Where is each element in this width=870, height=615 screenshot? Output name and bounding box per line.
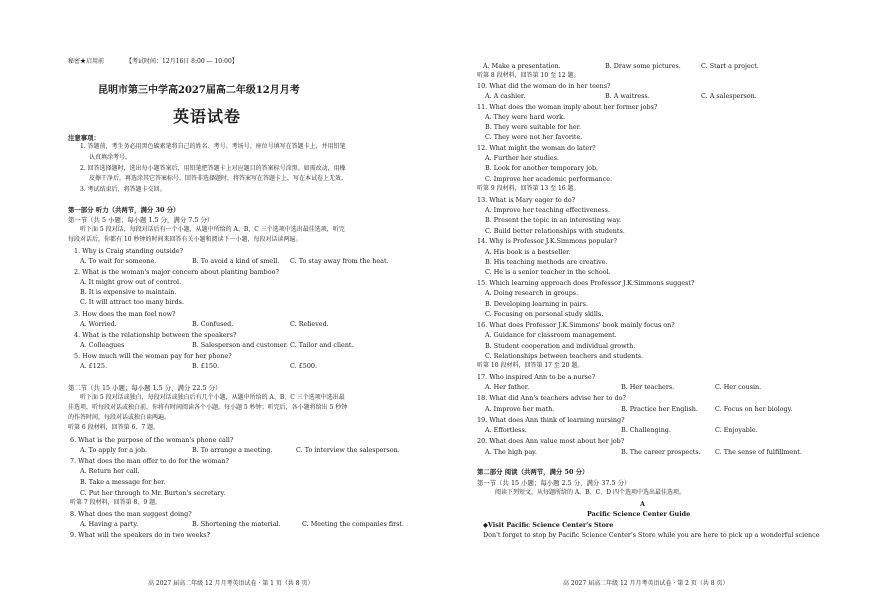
question: 16. What does Professor J.K.Simmons' book mainly focus on?	[477, 321, 675, 329]
question: 17. Who inspired Ann to be a nurse?	[477, 373, 596, 381]
question: 6. What is the purpose of the woman's phone call?	[70, 436, 234, 444]
question: 12. What might the woman do later?	[477, 144, 596, 152]
option-c: C. Enjoyable.	[715, 426, 758, 434]
option-b: B. Developing learning in pairs.	[485, 300, 588, 308]
option-c: C. Relieved.	[290, 320, 329, 328]
option-a: A. Colleagues	[80, 341, 125, 349]
option-a: A. Doing research in groups.	[485, 289, 579, 297]
visit-heading: ◆Visit Pacific Science Center's Store	[483, 521, 614, 529]
section1-intro: 每段对话后，你都有 10 秒钟的时间来回答有关小题和阅读下一小题，每段对话读两遍。	[68, 236, 302, 243]
material-label: 听第 8 段材料，回答第 10 至 12 题。	[477, 72, 580, 79]
option-b: B. Present the topic in an interesting way.	[485, 216, 622, 224]
option-b: B. Challenging.	[621, 426, 671, 434]
question: 20. What does Ann value most about her job?	[477, 437, 625, 445]
option-b: B. £150.	[192, 362, 220, 370]
option-c: C. He is a senior teacher in the school.	[485, 268, 611, 276]
option-b: B. The career prospects.	[621, 448, 701, 456]
option-b: B. To avoid a kind of smell.	[192, 257, 280, 265]
option-a: A. It might grow out of control.	[80, 278, 182, 286]
option-a: A. His book is a bestseller.	[485, 248, 571, 256]
option-c: C. Her cousin.	[715, 383, 762, 391]
subject-title: 英语试卷	[173, 107, 242, 126]
option-b: B. They were suitable for her.	[485, 123, 582, 131]
section2-heading: 第二节（共 15 小题；每小题 1.5 分，满分 22.5 分）	[68, 384, 222, 392]
section1-intro: 听下面 5 段对话，每段对话后有一个小题，从题中所给的 A、B、C 三个选项中选出最佳选项，听完	[80, 226, 345, 233]
question: 3. How does the man feel now?	[74, 310, 176, 318]
option-b: B. Practice her English.	[621, 405, 698, 413]
option-c: C. Focus on her biology.	[715, 405, 793, 413]
option-c: C. Put her through to Mr. Burton's secretary.	[80, 489, 226, 497]
option-a: A. Effortless.	[485, 426, 527, 434]
option-c: C. Focusing on personal study skills.	[485, 310, 604, 318]
passage-title: Pacific Science Center Guide	[587, 510, 691, 518]
section2-intro: 听下面 5 段对话或独白，每段对话或独白后有几个小题，从题中所给的 A、B、C 三个选项中选出最	[80, 394, 345, 401]
option-b: B. Look for another temporary job.	[485, 164, 599, 172]
question: 11. What does the woman imply about her former jobs?	[477, 103, 658, 111]
option-a: A. Improve her teaching effectiveness.	[485, 206, 610, 214]
option-c: C. To stay away from the heat.	[290, 257, 389, 265]
passage-text: Don't forget to stop by Pacific Science Center's Store while you are here to pick up a wonderful science	[483, 531, 820, 539]
option-b: B. Shortening the material.	[192, 520, 281, 528]
material-label: 听第 7 段材料，回答第 8、9 题。	[70, 499, 162, 506]
question: 18. What did Ann's teachers advise her to do?	[477, 394, 626, 402]
option-c: C. Build better relationships with students.	[485, 227, 625, 235]
option-b: B. It is expensive to maintain.	[80, 288, 177, 296]
option-b: B. A waitress.	[605, 92, 650, 100]
question: 13. What is Mary eager to do?	[477, 196, 576, 204]
question: 8. What does the man suggest doing?	[70, 510, 192, 518]
notice-line: 2. 回答选择题时，选出每小题答案后，用铅笔把答题卡上对应题目的答案标号涂黑。如需改动，用橡	[80, 165, 346, 172]
option-c: C. The sense of fulfillment.	[715, 448, 802, 456]
page-footer: 高 2027 届高二年级 12 月月考英语试卷 · 第 2 页（共 8 页）	[563, 580, 729, 587]
secret-label: 秘密★启用前	[68, 58, 105, 65]
notice-line: 皮擦干净后，再选涂其它答案标号。回答非选择题时，将答案写在答题卡上，写在本试卷上无效。	[89, 175, 348, 182]
section1-heading: 第一节（共 5 小题；每小题 1.5 分，满分 7.5 分）	[68, 216, 214, 224]
exam-time: 【考试时间：12月16日 8:00 — 10:00】	[126, 58, 238, 65]
question: 14. Why is Professor J.K.Simmons popular?	[477, 237, 617, 245]
question: 5. How much will the woman pay for her phone?	[74, 352, 232, 360]
notice-line: 3. 考试结束后，将答题卡交回。	[80, 186, 166, 193]
option-a: A. Improve her math.	[485, 405, 555, 413]
passage-letter: A	[640, 500, 645, 508]
option-a: A. Having a party.	[80, 520, 139, 528]
part1-heading: 第一部分 听力（共两节，满分 30 分）	[68, 206, 180, 214]
option-a: A. They were hard work.	[485, 113, 565, 121]
option-b: B. Confused.	[192, 320, 234, 328]
option-a: A. Make a presentation.	[483, 62, 561, 70]
page-footer: 高 2027 届高二年级 12 月月考英语试卷 · 第 1 页（共 8 页）	[148, 580, 314, 587]
option-b: B. Her teachers.	[621, 383, 675, 391]
option-c: C. £500.	[290, 362, 318, 370]
material-label: 听第 6 段材料，回答第 6、7 题。	[68, 424, 160, 431]
option-a: A. To apply for a job.	[80, 446, 148, 454]
option-c: C. It will attract too many birds.	[80, 298, 184, 306]
option-c: C. Meeting the companies first.	[302, 520, 405, 528]
notice-line: 认真填涂考号。	[89, 154, 132, 161]
section2-intro: 佳选项，听每段对话或独白前，你将有时间阅读各个小题，每小题 5 秒钟；听完后，各小题将给出 5 秒钟	[68, 404, 348, 411]
question: 15. Which learning approach does Professor J.K.Simmons suggest?	[477, 279, 695, 287]
option-b: B. Take a message for her.	[80, 478, 166, 486]
material-label: 听第 10 段材料，回答第 17 至 20 题。	[477, 362, 584, 369]
option-c: C. They were not her favorite.	[485, 133, 583, 141]
notice-heading: 注意事项：	[68, 134, 100, 142]
option-a: A. £125.	[80, 362, 107, 370]
option-a: A. Her father.	[485, 383, 530, 391]
part2-heading: 第二部分 阅读（共两节，满分 50 分）	[477, 468, 589, 476]
section-intro: 阅读下列短文，从每题所给的 A、B、C、D 四个选项中选出最佳选项。	[495, 489, 685, 496]
question: 2. What is the woman's major concern about planting bamboo?	[74, 268, 279, 276]
option-a: A. A cashier.	[485, 92, 526, 100]
material-label: 听第 9 段材料，回答第 13 至 16 题。	[477, 185, 580, 192]
option-a: A. Guidance for classroom management.	[485, 331, 617, 339]
option-b: B. Salesperson and customer.	[192, 341, 288, 349]
exam-title: 昆明市第三中学高2027届高二年级12月月考	[98, 85, 300, 96]
option-c: C. Relationships between teachers and students.	[485, 352, 644, 360]
question: 9. What will the speakers do in two weeks?	[70, 531, 211, 539]
question: 1. Why is Craig standing outside?	[74, 247, 184, 255]
option-b: B. Student cooperation and individual growth.	[485, 342, 636, 350]
section1-heading: 第一节（共 15 小题；每小题 2.5 分，满分 37.5 分）	[477, 479, 631, 487]
option-c: C. Start a project.	[701, 62, 759, 70]
question: 19. What does Ann think of learning nursing?	[477, 416, 625, 424]
option-c: C. Tailor and client.	[290, 341, 354, 349]
option-a: A. The high pay.	[485, 448, 537, 456]
question: 4. What is the relationship between the speakers?	[74, 331, 237, 339]
option-a: A. Worried.	[80, 320, 117, 328]
option-c: C. Improve her academic performance.	[485, 175, 613, 183]
notice-line: 1. 答题前，考生务必用黑色碳素笔将自己的姓名、考号、考场号、座位号填写在答题卡上，并用铅笔	[80, 143, 346, 150]
option-b: B. His teaching methods are creative.	[485, 258, 608, 266]
option-a: A. To wait for someone.	[80, 257, 157, 265]
option-c: C. To interview the salesperson.	[296, 446, 400, 454]
option-a: A. Return her call.	[80, 467, 140, 475]
option-a: A. Further her studies.	[485, 154, 560, 162]
section2-intro: 的作答时间，每段对话或独白读两遍。	[68, 414, 171, 421]
question: 7. What does the man offer to do for the woman?	[70, 457, 229, 465]
option-b: B. To arrange a meeting.	[192, 446, 273, 454]
option-b: B. Draw some pictures.	[605, 62, 681, 70]
question: 10. What did the woman do in her teens?	[477, 82, 611, 90]
option-c: C. A salesperson.	[701, 92, 757, 100]
